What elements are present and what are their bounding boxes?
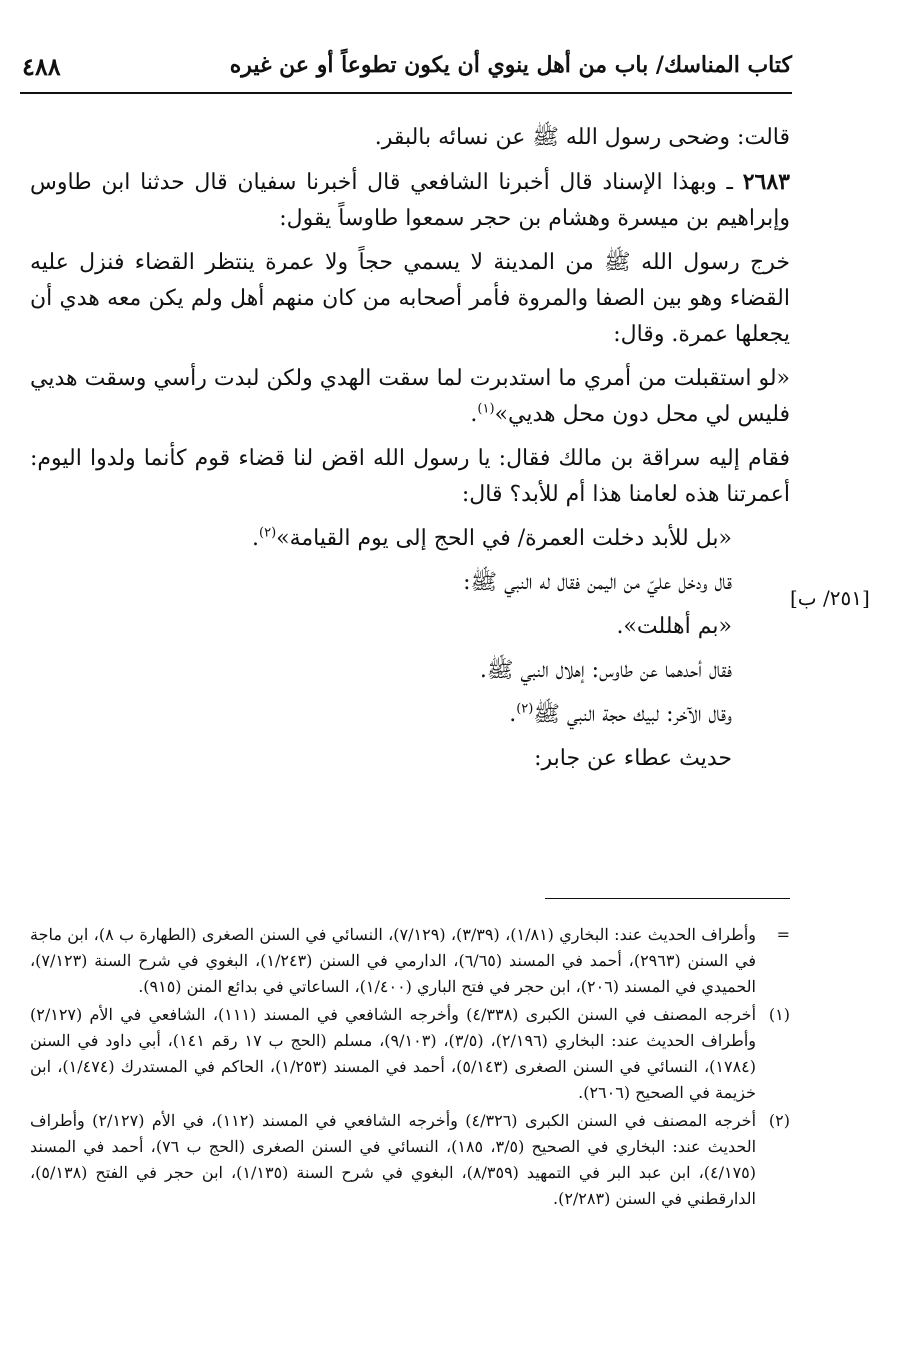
footnote-marker: =	[776, 925, 790, 944]
hadith-paragraph	[30, 164, 790, 237]
footnote-continued	[30, 922, 790, 1000]
footnote-text: وأطراف الحديث عند: البخاري (١/٨١)، (٣/٣٩)، (٧/١٢٩)، النسائي في السنن الصغرى (الطهارة ب ٨)، ابن ماجة في السنن (٢٩٦٣)، أحمد في المسند (٦/٦٥)، الدارمي في السنن (١/٢٤٣)، البغوي في شرح السنة (٧/١٢٣)، الحميدي في المسند (٢٠٦)، ابن حجر في فتح الباري (١/٤٠٠)، الساعاتي في بدائع المنن (٩١٥).	[30, 925, 757, 996]
paragraph: «لو استقبلت من أمري ما استدبرت لما سقت الهدي ولكن لبدت رأسي وسقت هديي فليس لي محل دون محل هديي»$^{(١)}$.	[30, 366, 790, 427]
main-text	[30, 120, 790, 785]
paragraph	[30, 120, 790, 156]
footnote-marker: (١)	[768, 1005, 790, 1024]
footnote-text: أخرجه المصنف في السنن الكبرى (٤/٣٢٦) وأخرجه الشافعي في المسند (١١٢)، في الأم (٢/١٢٧) وأطراف الحديث عند: البخاري في الصحيح (٣/٥، ١٨٥)، النسائي في السنن الصغرى (الحج ب ٧٦)، أحمد في المسند (٤/١٧٥)، ابن عبد البر في التمهيد (٨/٣٥٩)، البغوي في شرح السنة (١/١٣٥)، ابن حجر في الفتح (٥/١٣٨)، الدارقطني في السنن (٢/٢٨٣).	[30, 1111, 757, 1208]
paragraph-text: فقام إليه سراقة بن مالك فقال: يا رسول الله اقض لنا قضاء قوم كأنما ولدوا اليوم: أعمرتنا هذه لعامنا هذا أم للأبد؟ قال:	[30, 446, 790, 507]
footnote-marker: (٢)	[768, 1111, 790, 1130]
paragraph	[30, 245, 790, 353]
paragraph-text: قال ودخل عليّ من اليمن فقال له النبي ﷺ:	[463, 570, 732, 595]
paragraph-text: قالت: وضحى رسول الله ﷺ عن نسائه بالبقر.	[374, 125, 790, 150]
footnote-text: أخرجه المصنف في السنن الكبرى (٤/٣٣٨) وأخرجه الشافعي في المسند (١١١)، الشافعي في الأم (٢/١٢٧) وأطراف الحديث عند: البخاري (٢/١٩٦)، (٣/٥)، (٩/١٠٣)، مسلم (الحج ب ١٧ رقم ١٤١)، أبي داود في السنن (١٧٨٤)، النسائي في السنن الصغرى (٥/١٤٣)، أحمد في المسند (١/٢٥٣)، الحاكم في المستدرك (١/٤٧٤)، ابن خزيمة في الصحيح (٢٦٠٦).	[30, 1005, 757, 1102]
page-number: ٤٨٨	[22, 52, 61, 81]
paragraph-text: حديث عطاء عن جابر:	[534, 746, 732, 771]
footnote-separator	[545, 898, 790, 899]
paragraph-text: ـ وبهذا الإسناد قال أخبرنا الشافعي قال أخبرنا سفيان قال حدثنا ابن طاوس وإبراهيم بن ميسرة وهشام بن حجر سمعوا طاوساً يقول:	[30, 170, 790, 231]
page-header	[20, 50, 792, 90]
hadith-number: ٢٦٨٣	[742, 169, 790, 195]
paragraph-text: «بم أهللت».	[616, 614, 732, 639]
footnote-2	[30, 1108, 790, 1212]
footnote-reference: (٢)	[516, 701, 534, 717]
footnote-reference: (٢)	[259, 525, 277, 541]
paragraph-text: خرج رسول الله ﷺ من المدينة لا يسمي حجاً ولا عمرة ينتظر القضاء فنزل عليه القضاء وهو بين الصفا والمروة فأمر أصحابه من كان منهم أهل ولم يكن معه هدي أن يجعلها عمرة. وقال:	[30, 250, 790, 347]
paragraph-text: «بل للأبد دخلت العمرة/ في الحج إلى يوم القيامة»	[276, 526, 732, 551]
paragraph: «بل للأبد دخلت العمرة/ في الحج إلى يوم القيامة»$^{(٢)}$.	[252, 525, 732, 551]
paragraph: وقال الآخر: لبيك حجة النبي ﷺ$^{(٢)}$.	[509, 701, 732, 727]
paragraph-text: «لو استقبلت من أمري ما استدبرت لما سقت الهدي ولكن لبدت رأسي وسقت هديي فليس لي محل دون محل هديي»	[30, 366, 790, 427]
paragraph	[30, 653, 732, 689]
paragraph-text: وقال الآخر: لبيك حجة النبي ﷺ	[533, 702, 732, 727]
running-title: كتاب المناسك/ باب من أهل ينوي أن يكون تطوعاً أو عن غيره	[229, 52, 792, 78]
paragraph-text: فقال أحدهما عن طاوس: إهلال النبي ﷺ.	[479, 658, 732, 683]
manuscript-folio-ref: [٢٥١/ ب]	[790, 586, 870, 610]
footnote-reference: (١)	[477, 401, 495, 417]
paragraph	[30, 565, 732, 601]
paragraph	[30, 609, 732, 645]
footnote-1	[30, 1002, 790, 1106]
paragraph	[30, 741, 732, 777]
footnotes	[30, 922, 790, 1214]
header-rule	[20, 92, 792, 94]
paragraph	[30, 441, 790, 513]
